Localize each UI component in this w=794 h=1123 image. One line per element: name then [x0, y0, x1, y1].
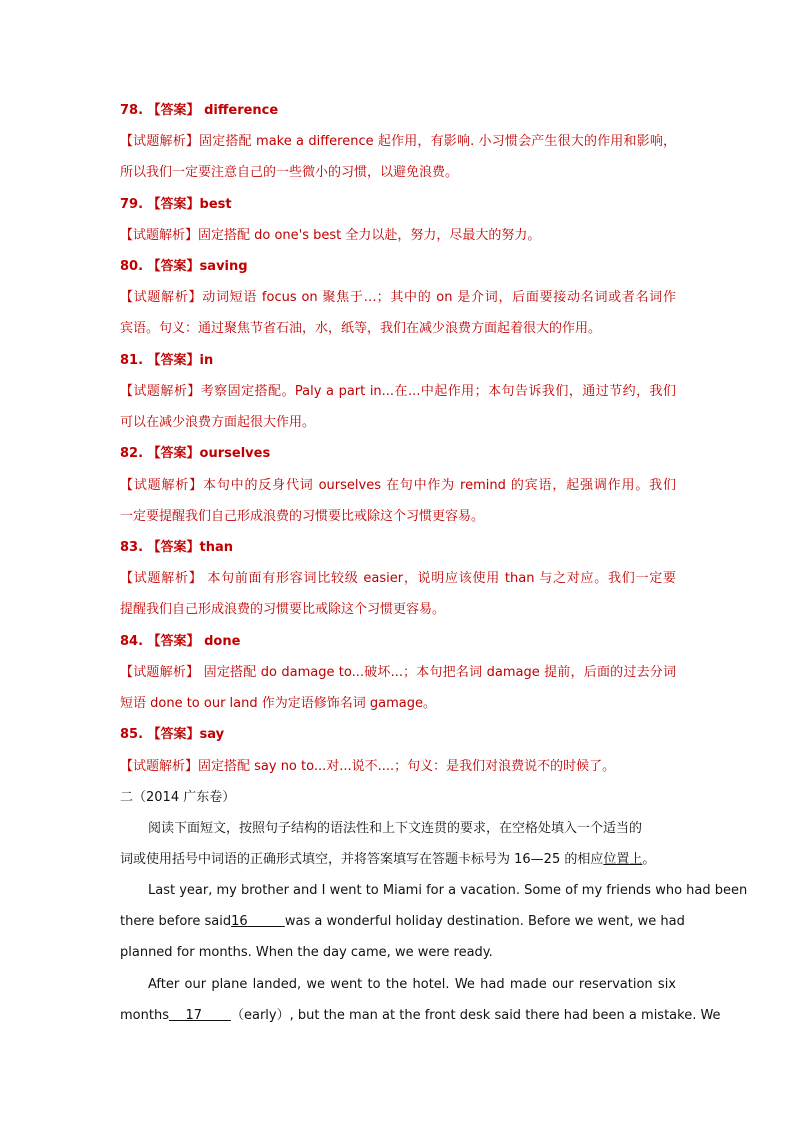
answer-84-explanation-line-2: 短语 done to our land 作为定语修饰名词 gamage。: [120, 696, 436, 711]
answer-82-explanation-line-1: 【试题解析】本句中的反身代词 ourselves 在句中作为 remind 的宾语，起强调作用。我们: [120, 478, 676, 493]
answer-81-explanation-line-2: 可以在减少浪费方面起很大作用。: [120, 415, 316, 430]
instruction-text: 词或使用括号中词语的正确形式填空，并将答案填写在答题卡标号为 16—25 的相应: [120, 852, 604, 867]
answer-83-label: 83. 【答案】than: [120, 540, 234, 555]
section-heading: 二（2014 广东卷）: [120, 790, 236, 805]
answer-80-explanation-line-1: 【试题解析】动词短语 focus on 聚焦于…；其中的 on 是介词，后面要接动名词或者名词作: [120, 290, 676, 305]
answer-83-explanation-line-1: 【试题解析】 本句前面有形容词比较级 easier，说明应该使用 than 与之对应。我们一定要: [120, 571, 676, 586]
passage-paragraph-1-line-3: planned for months. When the day came, we were ready.: [120, 945, 493, 960]
instruction-line-1: 阅读下面短文，按照句子结构的语法性和上下文连贯的要求，在空格处填入一个适当的: [148, 821, 643, 836]
passage-text-continued: was a wonderful holiday destination. Before we went, we had: [284, 914, 685, 929]
passage-text: months 17: [120, 1006, 231, 1026]
passage-paragraph-1-line-2: [120, 912, 685, 932]
answer-80-label: 80. 【答案】saving: [120, 259, 248, 274]
answer-78-explanation-line-1: 【试题解析】固定搭配 make a difference 起作用，有影响. 小习惯会产生很大的作用和影响，: [120, 134, 676, 149]
answer-79-label: 79. 【答案】best: [120, 197, 232, 212]
instruction-underlined-text: 位置上: [603, 852, 643, 867]
answer-82-explanation-line-2: 一定要提醒我们自己形成浪费的习惯要比戒除这个习惯更容易。: [120, 509, 485, 524]
instruction-line-2: [120, 850, 676, 870]
answer-78-label: 78. 【答案】 difference: [120, 103, 279, 118]
answer-80-explanation-line-2: 宾语。句义：通过聚焦节省石油，水，纸等，我们在减少浪费方面起着很大的作用。: [120, 321, 602, 336]
answer-84-explanation-line-1: 【试题解析】 固定搭配 do damage to...破坏...；本句把名词 damage 提前，后面的过去分词: [120, 665, 676, 680]
answer-82-label: 82. 【答案】ourselves: [120, 446, 271, 461]
answer-79-explanation-line-1: 【试题解析】固定搭配 do one's best 全力以赴，努力，尽最大的努力。: [120, 228, 541, 243]
answer-85-explanation-line-1: 【试题解析】固定搭配 say no to...对...说不....；句义：是我们对浪费说不的时候了。: [120, 759, 616, 774]
answer-83-explanation-line-2: 提醒我们自己形成浪费的习惯要比戒除这个习惯更容易。: [120, 602, 446, 617]
instruction-period: 。: [642, 852, 656, 867]
blank-17: 17: [185, 1008, 203, 1023]
answer-78-explanation-line-2: 所以我们一定要注意自己的一些微小的习惯，以避免浪费。: [120, 165, 459, 180]
answer-81-explanation-line-1: 【试题解析】考察固定搭配。Paly a part in...在...中起作用；本句告诉我们，通过节约，我们: [120, 384, 676, 399]
blank-16: 16: [231, 914, 248, 929]
answer-81-label: 81. 【答案】in: [120, 353, 214, 368]
answer-85-label: 85. 【答案】say: [120, 727, 225, 742]
passage-paragraph-1-line-1: Last year, my brother and I went to Miami for a vacation. Some of my friends who had been: [148, 883, 748, 898]
answer-84-label: 84. 【答案】 done: [120, 634, 241, 649]
passage-paragraph-2-line-2: [120, 1006, 721, 1026]
passage-text-continued: （early）, but the man at the front desk said there had been a mistake. We: [230, 1008, 721, 1023]
passage-paragraph-2-line-1: After our plane landed, we went to the hotel. We had made our reservation six: [148, 977, 676, 992]
passage-text: there before said16: [120, 912, 285, 932]
